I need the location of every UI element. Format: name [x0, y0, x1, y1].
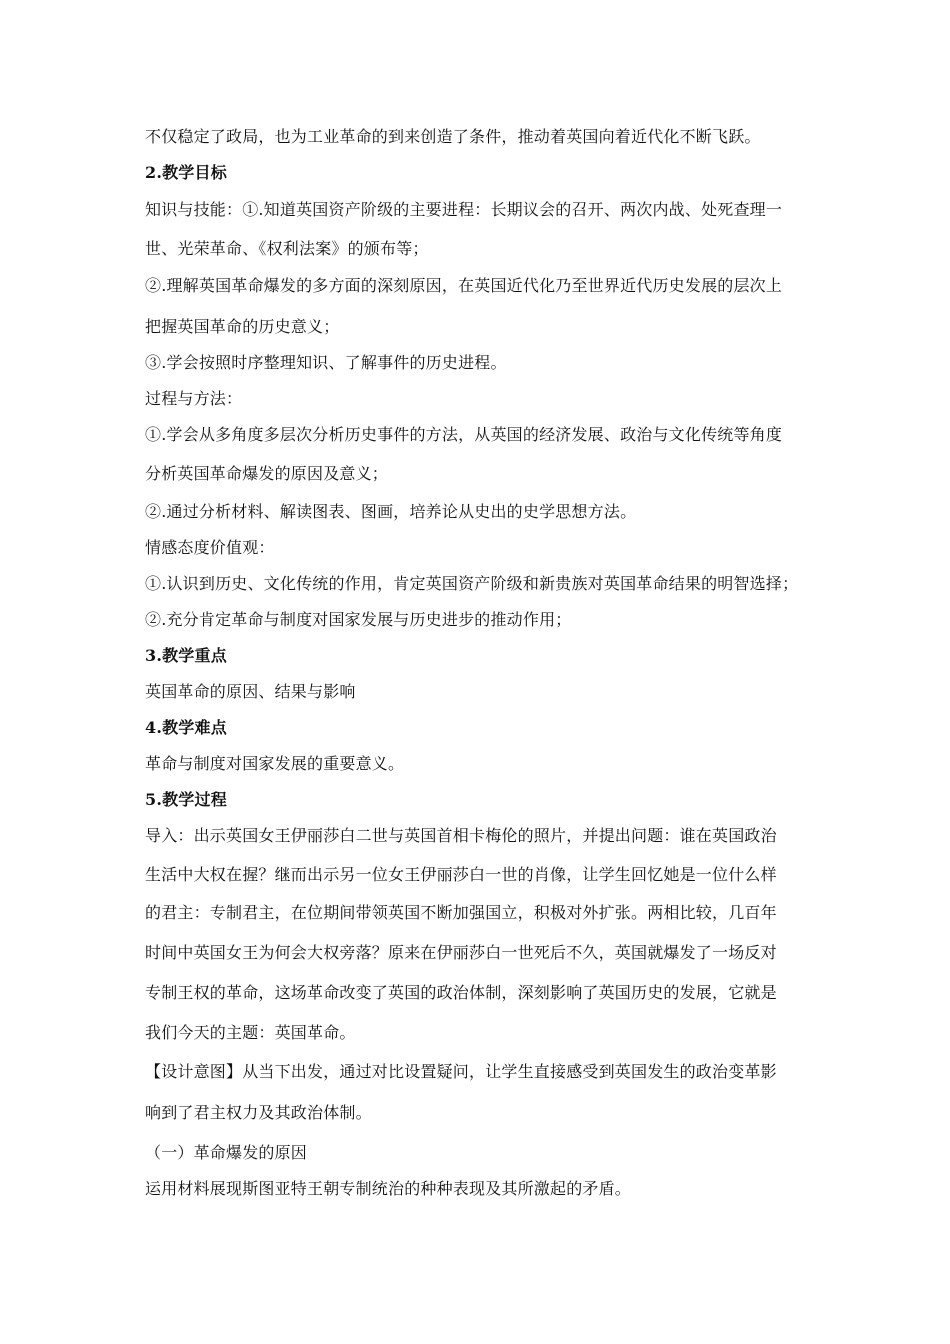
paragraph-line: ③.学会按照时序整理知识、了解事件的历史进程。 [145, 353, 507, 372]
paragraph-line: 英国革命的原因、结果与影响 [145, 682, 356, 701]
paragraph-line: ②.通过分析材料、解读图表、图画，培养论从史出的史学思想方法。 [145, 502, 637, 521]
paragraph-line: 知识与技能：①.知道英国资产阶级的主要进程：长期议会的召开、两次内战、处死查理一 [145, 200, 783, 219]
paragraph-line: ②.充分肯定革命与制度对国家发展与历史进步的推动作用； [145, 610, 572, 629]
paragraph-line: ①.学会从多角度多层次分析历史事件的方法，从英国的经济发展、政治与文化传统等角度 [145, 425, 783, 444]
paragraph-line: ②.理解英国革命爆发的多方面的深刻原因，在英国近代化乃至世界近代历史发展的层次上 [145, 276, 783, 295]
paragraph-line: 把握英国革命的历史意义； [145, 317, 340, 336]
paragraph-line: 我们今天的主题：英国革命。 [145, 1023, 356, 1042]
paragraph-line: 革命与制度对国家发展的重要意义。 [145, 754, 405, 773]
paragraph-line: 世、光荣革命、《权利法案》的颁布等； [145, 239, 429, 258]
section-heading-process: 5.教学过程 [145, 790, 227, 809]
paragraph-line: 【设计意图】从当下出发，通过对比设置疑问，让学生直接感受到英国发生的政治变革影 [145, 1062, 777, 1081]
paragraph-line: 的君主：专制君主，在位期间带领英国不断加强国立，积极对外扩张。两相比较，几百年 [145, 903, 777, 922]
paragraph-line: 导入：出示英国女王伊丽莎白二世与英国首相卡梅伦的照片，并提出问题：谁在英国政治 [145, 826, 777, 845]
paragraph-line: 过程与方法： [145, 389, 243, 408]
paragraph-line: 不仅稳定了政局，也为工业革命的到来创造了条件，推动着英国向着近代化不断飞跃。 [145, 127, 761, 146]
paragraph-line: 响到了君主权力及其政治体制。 [145, 1103, 372, 1122]
section-heading-objectives: 2.教学目标 [145, 163, 227, 182]
paragraph-line: 分析英国革命爆发的原因及意义； [145, 464, 389, 483]
paragraph-line: 运用材料展现斯图亚特王朝专制统治的种种表现及其所激起的矛盾。 [145, 1179, 632, 1198]
paragraph-line: 情感态度价值观： [145, 538, 275, 557]
section-heading-key-points: 3.教学重点 [145, 646, 227, 665]
section-heading-difficulties: 4.教学难点 [145, 718, 227, 737]
paragraph-line: 生活中大权在握？继而出示另一位女王伊丽莎白一世的肖像，让学生回忆她是一位什么样 [145, 865, 777, 884]
paragraph-line: ①.认识到历史、文化传统的作用，肯定英国资产阶级和新贵族对英国革命结果的明智选择； [145, 574, 799, 593]
subsection-heading: （一）革命爆发的原因 [145, 1143, 308, 1162]
paragraph-line: 专制王权的革命，这场革命改变了英国的政治体制，深刻影响了英国历史的发展，它就是 [145, 983, 777, 1002]
paragraph-line: 时间中英国女王为何会大权旁落？原来在伊丽莎白一世死后不久，英国就爆发了一场反对 [145, 943, 777, 962]
